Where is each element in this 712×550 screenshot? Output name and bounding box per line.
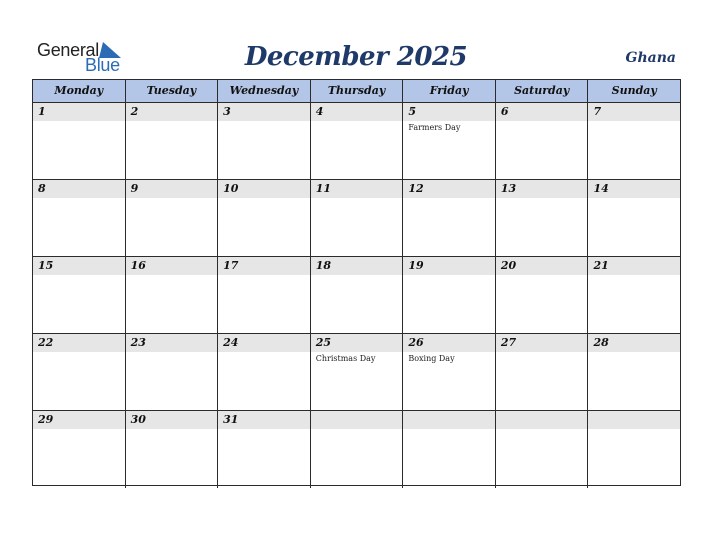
day-number-band xyxy=(403,103,495,121)
calendar-grid xyxy=(32,79,681,486)
day-cell xyxy=(588,411,680,488)
day-number: 8 xyxy=(38,182,46,195)
logo-text-general: General xyxy=(37,40,99,60)
day-cell xyxy=(403,257,496,333)
day-cell xyxy=(218,334,311,410)
day-number-band xyxy=(496,103,588,121)
day-number-band xyxy=(126,103,218,121)
day-cell xyxy=(218,257,311,333)
day-cell xyxy=(33,257,126,333)
weekday-header: Friday xyxy=(403,80,496,103)
day-number: 7 xyxy=(593,105,602,118)
day-cell xyxy=(126,257,219,333)
day-number: 9 xyxy=(130,182,139,195)
day-cell xyxy=(496,334,589,410)
calendar-title: December 2025 xyxy=(244,42,468,72)
day-cell xyxy=(311,334,404,410)
week-row xyxy=(33,411,680,488)
day-number-band xyxy=(33,180,125,198)
day-cell xyxy=(588,103,680,179)
day-cell xyxy=(311,180,404,256)
day-number: 31 xyxy=(223,413,239,426)
day-cell xyxy=(218,411,311,488)
weekday-header: Monday xyxy=(33,80,126,103)
day-cell xyxy=(588,180,680,256)
day-number: 10 xyxy=(223,182,239,195)
day-number: 27 xyxy=(500,336,517,349)
day-cell xyxy=(126,411,219,488)
day-number-band xyxy=(403,411,495,429)
day-number: 26 xyxy=(408,336,424,349)
day-cell xyxy=(403,180,496,256)
day-cell xyxy=(588,257,680,333)
day-cell xyxy=(496,411,589,488)
day-number-band xyxy=(496,411,588,429)
day-cell xyxy=(496,103,589,179)
day-number-band xyxy=(311,411,403,429)
day-number: 15 xyxy=(38,259,54,272)
day-number-band xyxy=(311,103,403,121)
day-number: 14 xyxy=(593,182,609,195)
day-number: 11 xyxy=(315,182,332,195)
day-number: 19 xyxy=(408,259,424,272)
weekday-header: Tuesday xyxy=(126,80,219,103)
day-number: 18 xyxy=(315,259,332,272)
day-number: 22 xyxy=(38,336,54,349)
week-row xyxy=(33,180,680,257)
day-number: 5 xyxy=(408,105,416,118)
week-row xyxy=(33,334,680,411)
day-number: 29 xyxy=(38,413,54,426)
weekday-header: Sunday xyxy=(588,80,680,103)
logo-text-blue: Blue xyxy=(85,55,120,75)
holiday-label: Christmas Day xyxy=(315,354,376,363)
day-cell xyxy=(126,103,219,179)
day-number: 23 xyxy=(130,336,146,349)
day-cell xyxy=(403,334,496,410)
week-row xyxy=(33,103,680,180)
day-number: 21 xyxy=(593,259,609,272)
day-cell xyxy=(33,180,126,256)
holiday-label: Boxing Day xyxy=(408,354,455,363)
day-number: 4 xyxy=(315,105,324,118)
weekday-header: Thursday xyxy=(311,80,404,103)
day-number-band xyxy=(218,103,310,121)
day-number: 25 xyxy=(315,336,332,349)
day-number-band xyxy=(33,103,125,121)
day-cell xyxy=(496,257,589,333)
day-number: 30 xyxy=(130,413,146,426)
day-number: 2 xyxy=(130,105,139,118)
country-label: Ghana xyxy=(625,50,676,66)
day-number: 24 xyxy=(223,336,239,349)
day-number-band xyxy=(588,411,680,429)
day-cell xyxy=(33,334,126,410)
day-number: 28 xyxy=(593,336,609,349)
day-number-band xyxy=(588,103,680,121)
day-number: 13 xyxy=(500,182,517,195)
day-cell xyxy=(218,103,311,179)
day-number: 12 xyxy=(408,182,424,195)
day-number: 20 xyxy=(500,259,517,272)
weekday-header: Saturday xyxy=(496,80,589,103)
day-cell xyxy=(403,411,496,488)
day-cell xyxy=(126,334,219,410)
day-cell xyxy=(588,334,680,410)
day-cell xyxy=(33,411,126,488)
day-number-band xyxy=(126,180,218,198)
day-number: 6 xyxy=(500,105,509,118)
week-row xyxy=(33,257,680,334)
day-cell xyxy=(311,257,404,333)
day-number: 3 xyxy=(223,105,231,118)
day-cell xyxy=(218,180,311,256)
day-cell xyxy=(496,180,589,256)
holiday-label: Farmers Day xyxy=(408,123,461,132)
day-cell xyxy=(311,411,404,488)
day-cell xyxy=(403,103,496,179)
day-number: 16 xyxy=(130,259,146,272)
weekday-header-row xyxy=(33,80,680,103)
day-cell xyxy=(33,103,126,179)
day-cell xyxy=(311,103,404,179)
day-number: 17 xyxy=(223,259,239,272)
day-number: 1 xyxy=(38,105,46,118)
day-cell xyxy=(126,180,219,256)
weekday-header: Wednesday xyxy=(218,80,311,103)
